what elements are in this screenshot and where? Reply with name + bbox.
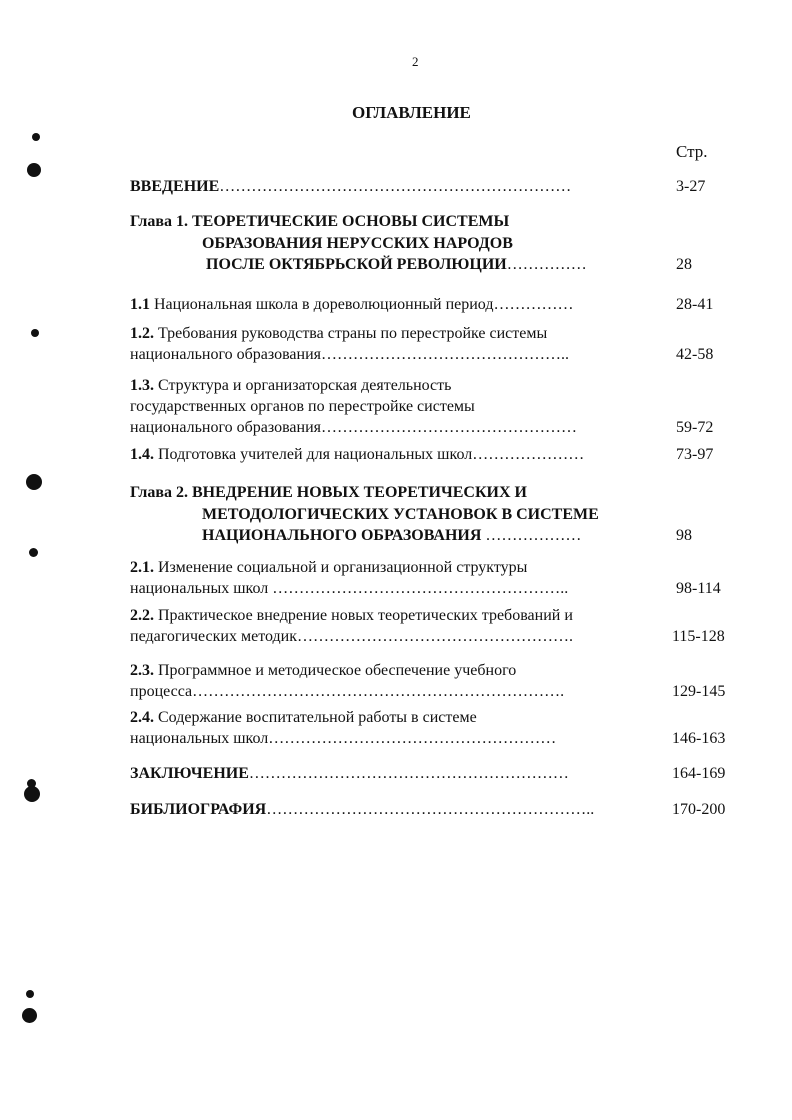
punch-hole-mark	[26, 474, 42, 490]
dot-leader: ……………	[506, 256, 587, 273]
dot-leader: …………………………………………………………….	[192, 683, 565, 700]
section-title-cont: педагогических методик	[130, 628, 297, 645]
page-title: ОГЛАВЛЕНИЕ	[352, 103, 471, 122]
entry-pages: 98-114	[676, 580, 721, 597]
section-title: Структура и организаторская деятельность	[158, 377, 452, 394]
section-number: 2.3.	[130, 662, 154, 679]
section-title-cont: национальных школ	[130, 580, 269, 597]
chapter-title-line: Глава 2. ВНЕДРЕНИЕ НОВЫХ ТЕОРЕТИЧЕСКИХ И	[130, 484, 527, 501]
entry-pages: 59-72	[676, 419, 714, 436]
chapter-title-line: МЕТОДОЛОГИЧЕСКИХ УСТАНОВОК В СИСТЕМЕ	[202, 506, 599, 523]
entry-pages: 3-27	[676, 178, 706, 195]
dot-leader: ……………	[493, 296, 574, 313]
dot-leader: ……………………………………………………	[248, 765, 569, 782]
section-title: Практическое внедрение новых теоретических требований и	[154, 607, 573, 624]
chapter-title-line: ПОСЛЕ ОКТЯБРЬСКОЙ РЕВОЛЮЦИИ	[206, 256, 507, 273]
entry-pages: 146-163	[672, 730, 726, 747]
section-number: 1.2.	[130, 325, 154, 342]
entry-title: ЗАКЛЮЧЕНИЕ	[130, 765, 249, 782]
section-title: Программное и методическое обеспечение учебного	[158, 662, 517, 679]
punch-hole-mark	[27, 163, 41, 177]
punch-hole-mark	[31, 329, 39, 337]
entry-pages: 164-169	[672, 765, 726, 782]
entry-pages: 129-145	[672, 683, 726, 700]
dot-leader: ………………………………………..	[321, 346, 569, 363]
punch-hole-mark	[22, 1008, 37, 1023]
section-number: 2.1.	[130, 559, 154, 576]
dot-leader: …………………………………………….	[297, 628, 573, 645]
entry-title: ВВЕДЕНИЕ	[130, 178, 220, 195]
dot-leader: ……………………………………………………..	[266, 801, 595, 818]
entry-pages: 115-128	[672, 628, 725, 645]
section-title-cont: национального образования	[130, 346, 321, 363]
section-title-cont: национального образования	[130, 419, 321, 436]
dot-leader: ………………………………………………	[268, 730, 557, 747]
pages-column-header: Стр.	[676, 142, 708, 161]
section-number: 2.2.	[130, 607, 154, 624]
section-number: 1.3.	[130, 377, 154, 394]
entry-pages: 28	[676, 256, 692, 273]
chapter-title-line: Глава 1. ТЕОРЕТИЧЕСКИЕ ОСНОВЫ СИСТЕМЫ	[130, 213, 510, 230]
section-title: Требования руководства страны по перестройке системы	[158, 325, 548, 342]
section-number: 1.1	[130, 296, 150, 313]
page-number: 2	[412, 54, 419, 69]
entry-pages: 28-41	[676, 296, 714, 313]
punch-hole-mark	[32, 133, 40, 141]
dot-leader: …………………	[472, 446, 585, 463]
section-title-cont: национальных школ	[130, 730, 269, 747]
section-number: 2.4.	[130, 709, 154, 726]
entry-pages: 42-58	[676, 346, 714, 363]
dot-leader: …………………………………………	[321, 419, 577, 436]
section-title-cont: государственных органов по перестройке системы	[130, 398, 475, 415]
section-title: Изменение социальной и организационной структуры	[158, 559, 528, 576]
section-number: 1.4.	[130, 446, 154, 463]
entry-title: БИБЛИОГРАФИЯ	[130, 801, 267, 818]
entry-pages: 170-200	[672, 801, 726, 818]
punch-hole-mark	[29, 548, 38, 557]
chapter-title-line: НАЦИОНАЛЬНОГО ОБРАЗОВАНИЯ	[202, 527, 482, 544]
section-title: Подготовка учителей для национальных школ	[158, 446, 473, 463]
punch-hole-mark	[24, 786, 40, 802]
dot-leader: ………………………………………………..	[268, 580, 569, 597]
entry-pages: 98	[676, 527, 692, 544]
punch-hole-mark	[26, 990, 34, 998]
dot-leader: …………………………………………………………	[219, 178, 572, 195]
section-title-cont: процесса	[130, 683, 193, 700]
chapter-title-line: ОБРАЗОВАНИЯ НЕРУССКИХ НАРОДОВ	[202, 235, 513, 252]
entry-pages: 73-97	[676, 446, 714, 463]
dot-leader: ………………	[481, 527, 582, 544]
section-title: Содержание воспитательной работы в системе	[158, 709, 477, 726]
section-title: Национальная школа в дореволюционный период	[154, 296, 494, 313]
